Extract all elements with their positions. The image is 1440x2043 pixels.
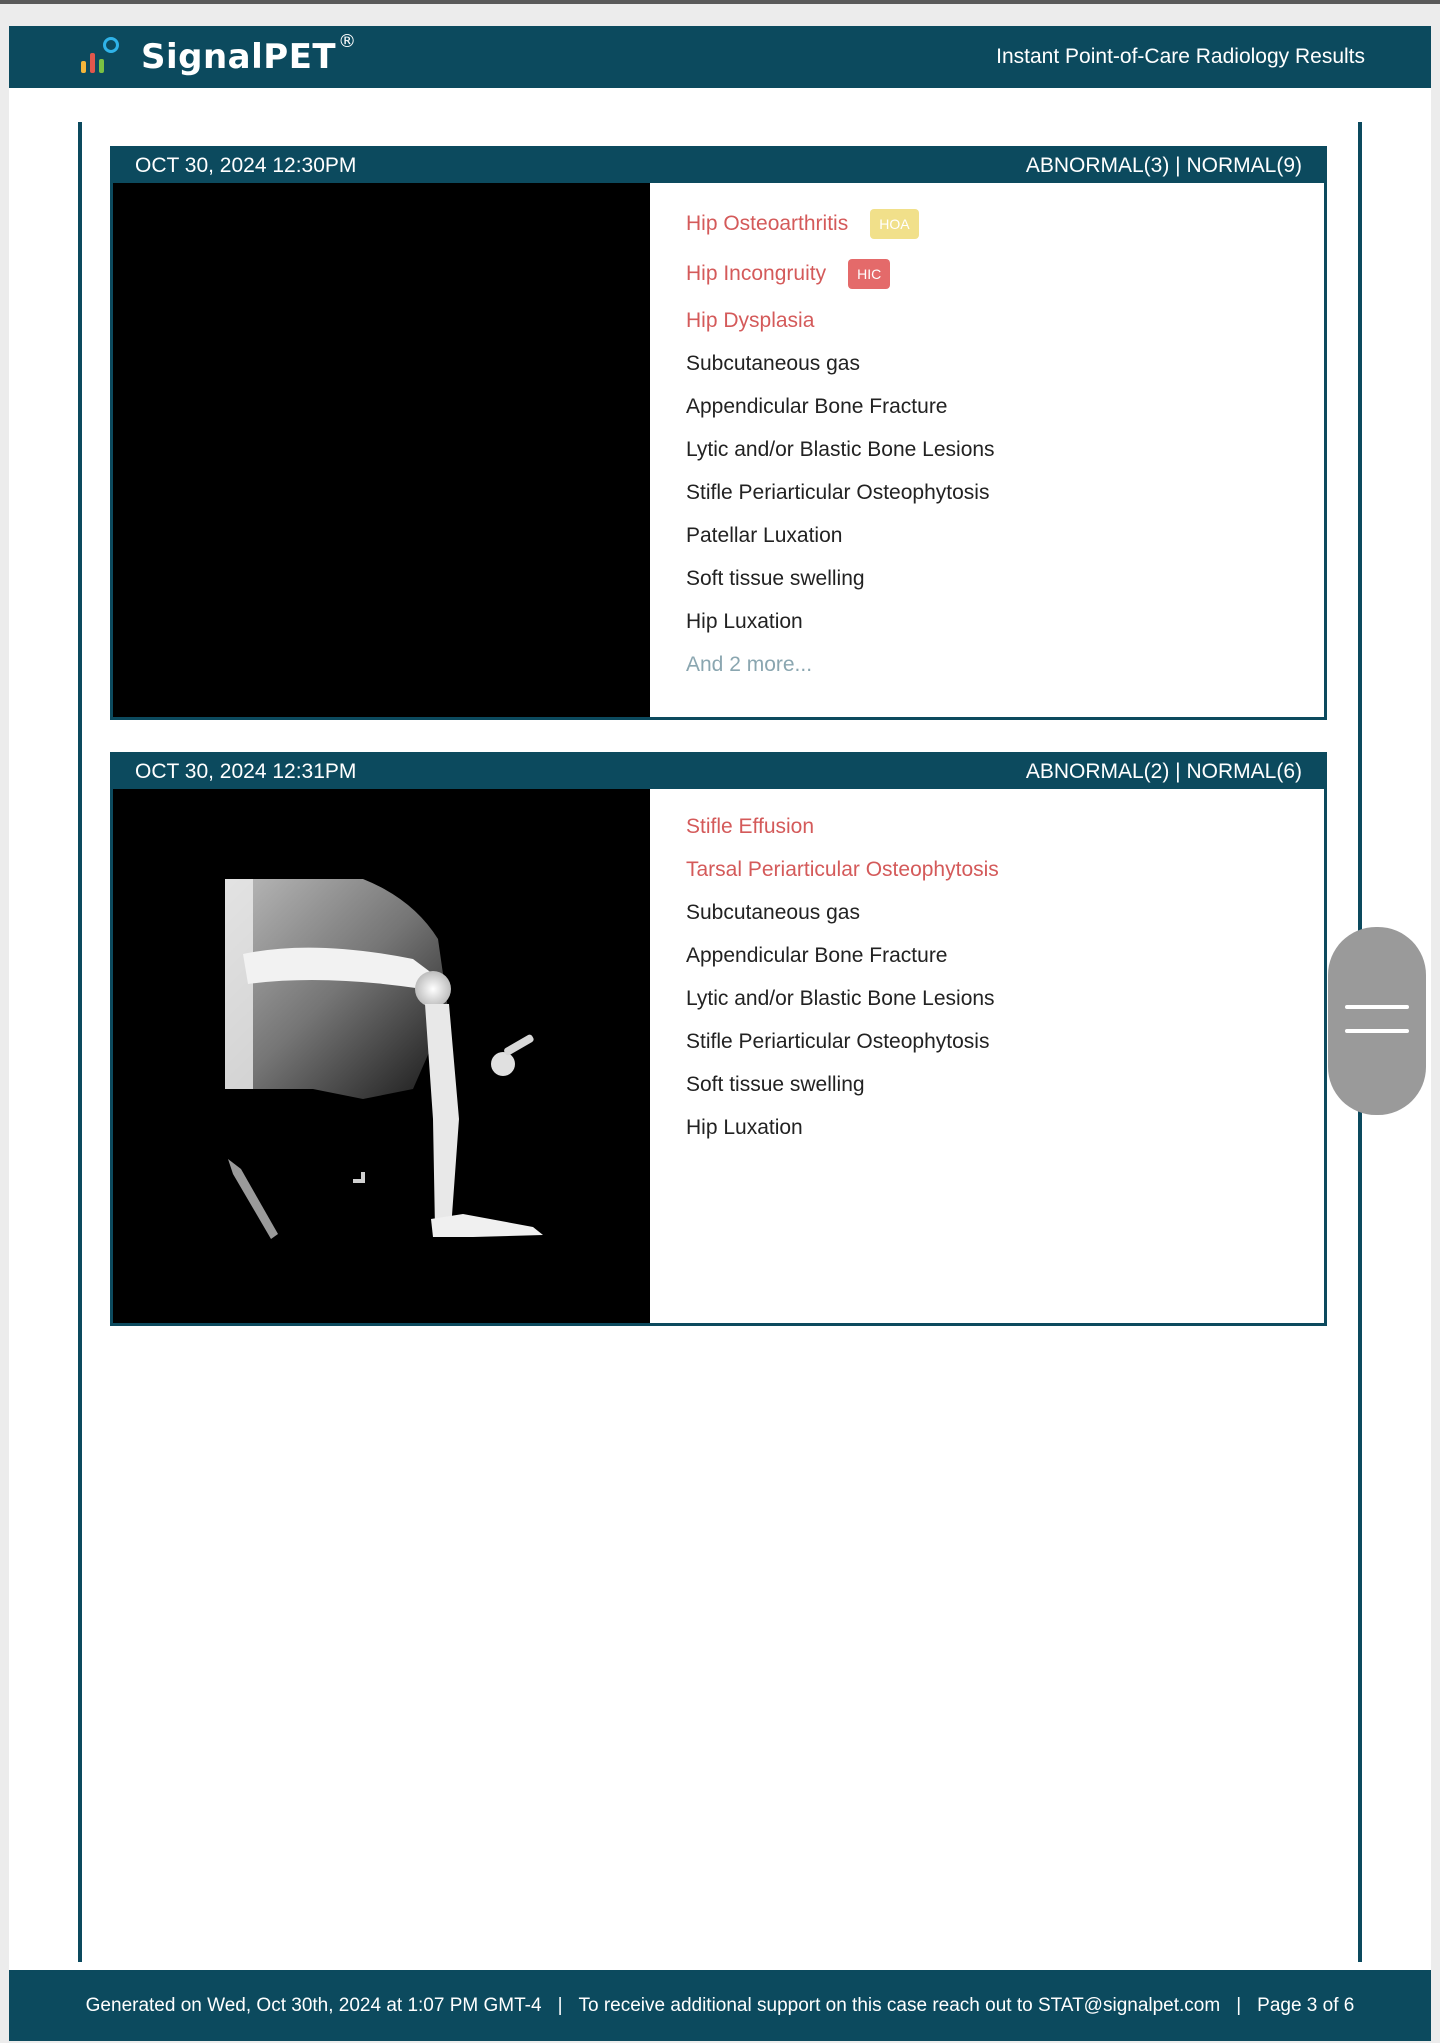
study-datetime: OCT 30, 2024 12:31PM (135, 760, 357, 783)
finding-item: Appendicular Bone Fracture (686, 943, 948, 967)
finding-label: Hip Incongruity (686, 262, 827, 285)
footer-generated: Generated on Wed, Oct 30th, 2024 at 1:07 PM GMT-4 (85, 1994, 542, 2016)
finding-item: Subcutaneous gas (686, 900, 860, 924)
finding-item: Soft tissue swelling (686, 1072, 865, 1096)
findings-list (650, 789, 1324, 1323)
xray-radiograph (113, 789, 650, 1323)
study-card-header (113, 149, 1324, 183)
finding-item: Lytic and/or Blastic Bone Lesions (686, 437, 995, 461)
report-footer (9, 1970, 1431, 2041)
finding-item: Patellar Luxation (686, 523, 843, 547)
footer-support: To receive additional support on this case reach out to STAT@signalpet.com (578, 1994, 1221, 2016)
study-card-1 (110, 146, 1327, 720)
report-page (9, 26, 1431, 2041)
finding-item (686, 249, 1324, 299)
finding-item: Hip Luxation (686, 1115, 803, 1139)
finding-item: Hip Luxation (686, 609, 803, 633)
study-card-header (113, 755, 1324, 789)
registered-mark: ® (338, 31, 357, 52)
finding-item: Tarsal Periarticular Osteophytosis (686, 857, 999, 881)
finding-item (686, 199, 1324, 249)
xray-image[interactable] (113, 789, 650, 1323)
finding-item: Stifle Periarticular Osteophytosis (686, 480, 990, 504)
scroll-handle[interactable] (1328, 927, 1426, 1115)
footer-separator: | (1236, 1994, 1242, 2016)
finding-item: Appendicular Bone Fracture (686, 394, 948, 418)
finding-badge-hoa: HOA (870, 209, 918, 239)
findings-list (650, 183, 1324, 717)
xray-image[interactable] (113, 183, 650, 717)
signalpet-logo (77, 30, 357, 84)
header-tagline: Instant Point-of-Care Radiology Results (996, 45, 1365, 68)
finding-label: Hip Osteoarthritis (686, 212, 849, 235)
finding-item: Subcutaneous gas (686, 351, 860, 375)
study-card-2 (110, 752, 1327, 1326)
study-summary: ABNORMAL(2) | NORMAL(6) (1025, 760, 1302, 783)
finding-item: Lytic and/or Blastic Bone Lesions (686, 986, 995, 1010)
window-top-strip (0, 0, 1440, 4)
report-header (9, 26, 1431, 88)
signalpet-bars-icon (77, 37, 123, 77)
left-border-line (78, 122, 82, 1962)
study-datetime: OCT 30, 2024 12:30PM (135, 154, 357, 177)
footer-separator: | (557, 1994, 563, 2016)
finding-badge-hic: HIC (848, 259, 890, 289)
finding-item: Soft tissue swelling (686, 566, 865, 590)
study-summary: ABNORMAL(3) | NORMAL(9) (1025, 154, 1302, 177)
footer-page-number: Page 3 of 6 (1257, 1994, 1355, 2016)
finding-item: Stifle Periarticular Osteophytosis (686, 1029, 990, 1053)
finding-item: Stifle Effusion (686, 814, 815, 838)
finding-item: Hip Dysplasia (686, 308, 815, 332)
more-findings-link[interactable]: And 2 more... (686, 652, 813, 676)
brand-name: SignalPET ® (141, 31, 357, 77)
